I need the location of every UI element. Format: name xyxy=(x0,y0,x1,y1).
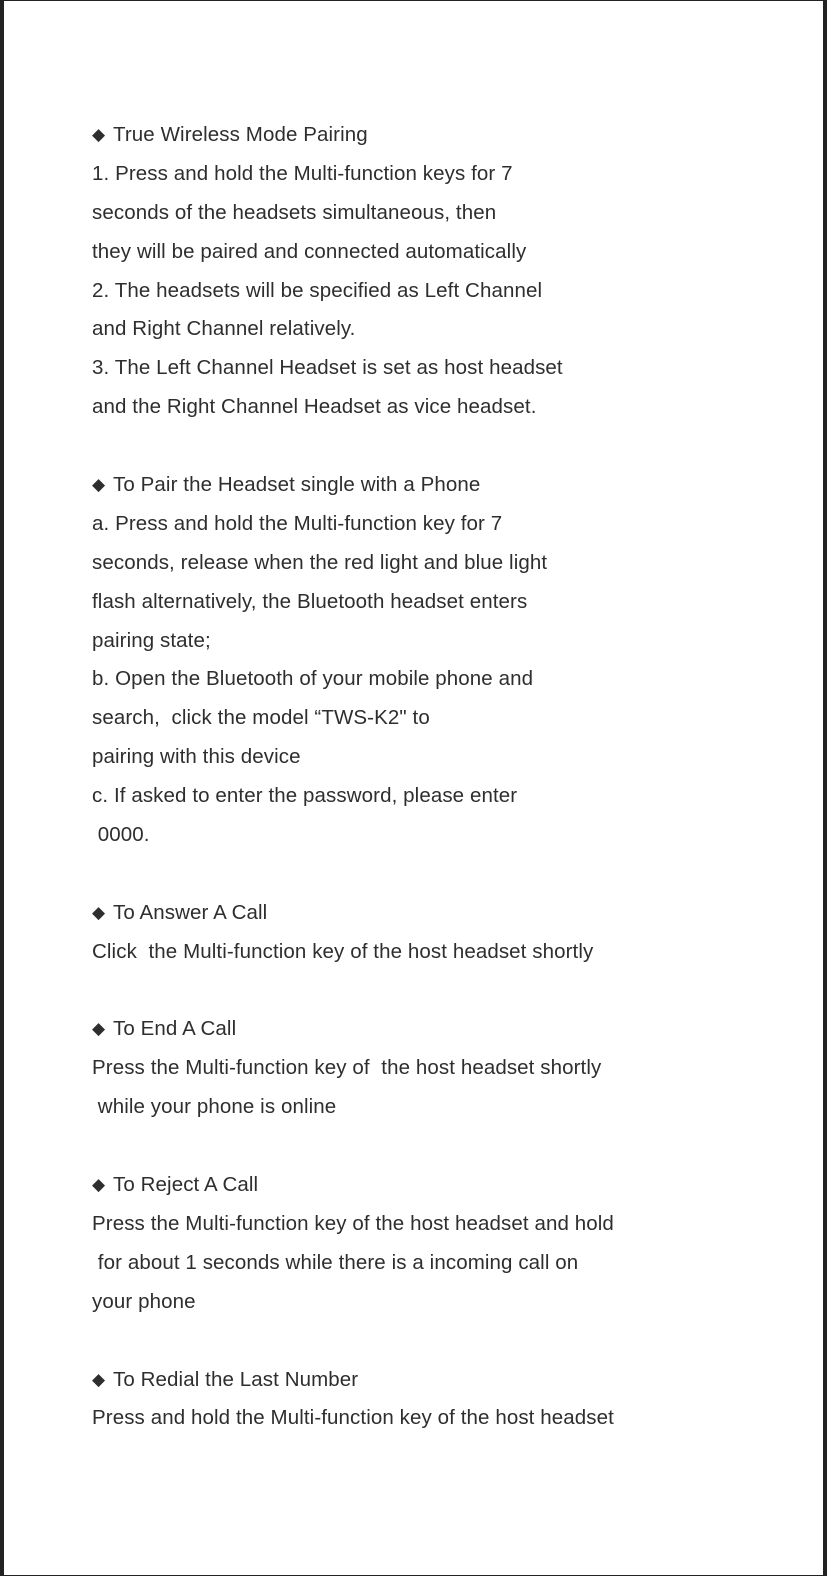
instruction-line: c. If asked to enter the password, please enter xyxy=(92,784,518,808)
instruction-line: a. Press and hold the Multi-function key for 7 xyxy=(92,511,503,535)
instruction-line: 3. The Left Channel Headset is set as host headset xyxy=(92,356,563,380)
section-end-call xyxy=(92,1010,792,1127)
section-reject-call xyxy=(92,1166,792,1322)
section-gap xyxy=(92,1322,792,1361)
section-gap xyxy=(92,855,792,894)
section-gap xyxy=(92,1127,792,1166)
section-heading: ◆ True Wireless Mode Pairing xyxy=(92,116,792,155)
instruction-line: Press the Multi-function key of the host headset shortly xyxy=(92,1056,602,1080)
section-gap xyxy=(92,427,792,466)
instruction-line: they will be paired and connected automatically xyxy=(92,239,527,263)
section-heading: ◆ To Redial the Last Number xyxy=(92,1361,792,1400)
diamond-bullet-icon: ◆ xyxy=(92,475,106,495)
instruction-line: search, click the model “TWS-K2" to xyxy=(92,706,430,730)
instruction-line: Click the Multi-function key of the host headset shortly xyxy=(92,939,594,963)
section-gap xyxy=(92,972,792,1011)
instruction-line: your phone xyxy=(92,1289,196,1313)
instruction-line: and the Right Channel Headset as vice headset. xyxy=(92,395,537,419)
section-pair-with-phone xyxy=(92,466,792,855)
diamond-bullet-icon: ◆ xyxy=(92,1369,106,1389)
section-heading: ◆ To Reject A Call xyxy=(92,1166,792,1205)
instruction-line: for about 1 seconds while there is a incoming call on xyxy=(92,1250,579,1274)
instruction-line: seconds of the headsets simultaneous, then xyxy=(92,200,497,224)
instruction-line: and Right Channel relatively. xyxy=(92,317,356,341)
instruction-line: 2. The headsets will be specified as Left Channel xyxy=(92,278,543,302)
instruction-line: 1. Press and hold the Multi-function keys for 7 xyxy=(92,161,513,185)
instruction-line: flash alternatively, the Bluetooth headset enters xyxy=(92,589,528,613)
instruction-line: Press the Multi-function key of the host headset and hold xyxy=(92,1211,614,1235)
diamond-bullet-icon: ◆ xyxy=(92,1175,106,1195)
diamond-bullet-icon: ◆ xyxy=(92,1019,106,1039)
section-heading: ◆ To End A Call xyxy=(92,1010,792,1049)
instruction-line: seconds, release when the red light and blue light xyxy=(92,550,548,574)
instruction-line: pairing with this device xyxy=(92,745,301,769)
diamond-bullet-icon: ◆ xyxy=(92,125,106,144)
diamond-bullet-icon: ◆ xyxy=(92,902,106,922)
section-heading: ◆ To Answer A Call xyxy=(92,894,792,933)
instruction-line: Press and hold the Multi-function key of the host headset xyxy=(92,1406,614,1430)
section-answer-call xyxy=(92,894,792,972)
section-redial-last-number xyxy=(92,1361,792,1439)
instructions-content xyxy=(92,116,792,1438)
section-true-wireless-pairing xyxy=(92,116,792,427)
instruction-line: 0000. xyxy=(92,823,150,847)
instruction-line: while your phone is online xyxy=(92,1095,337,1119)
instruction-line: pairing state; xyxy=(92,628,211,652)
instruction-line: b. Open the Bluetooth of your mobile phone and xyxy=(92,667,534,691)
section-heading: ◆ To Pair the Headset single with a Phone xyxy=(92,466,792,505)
